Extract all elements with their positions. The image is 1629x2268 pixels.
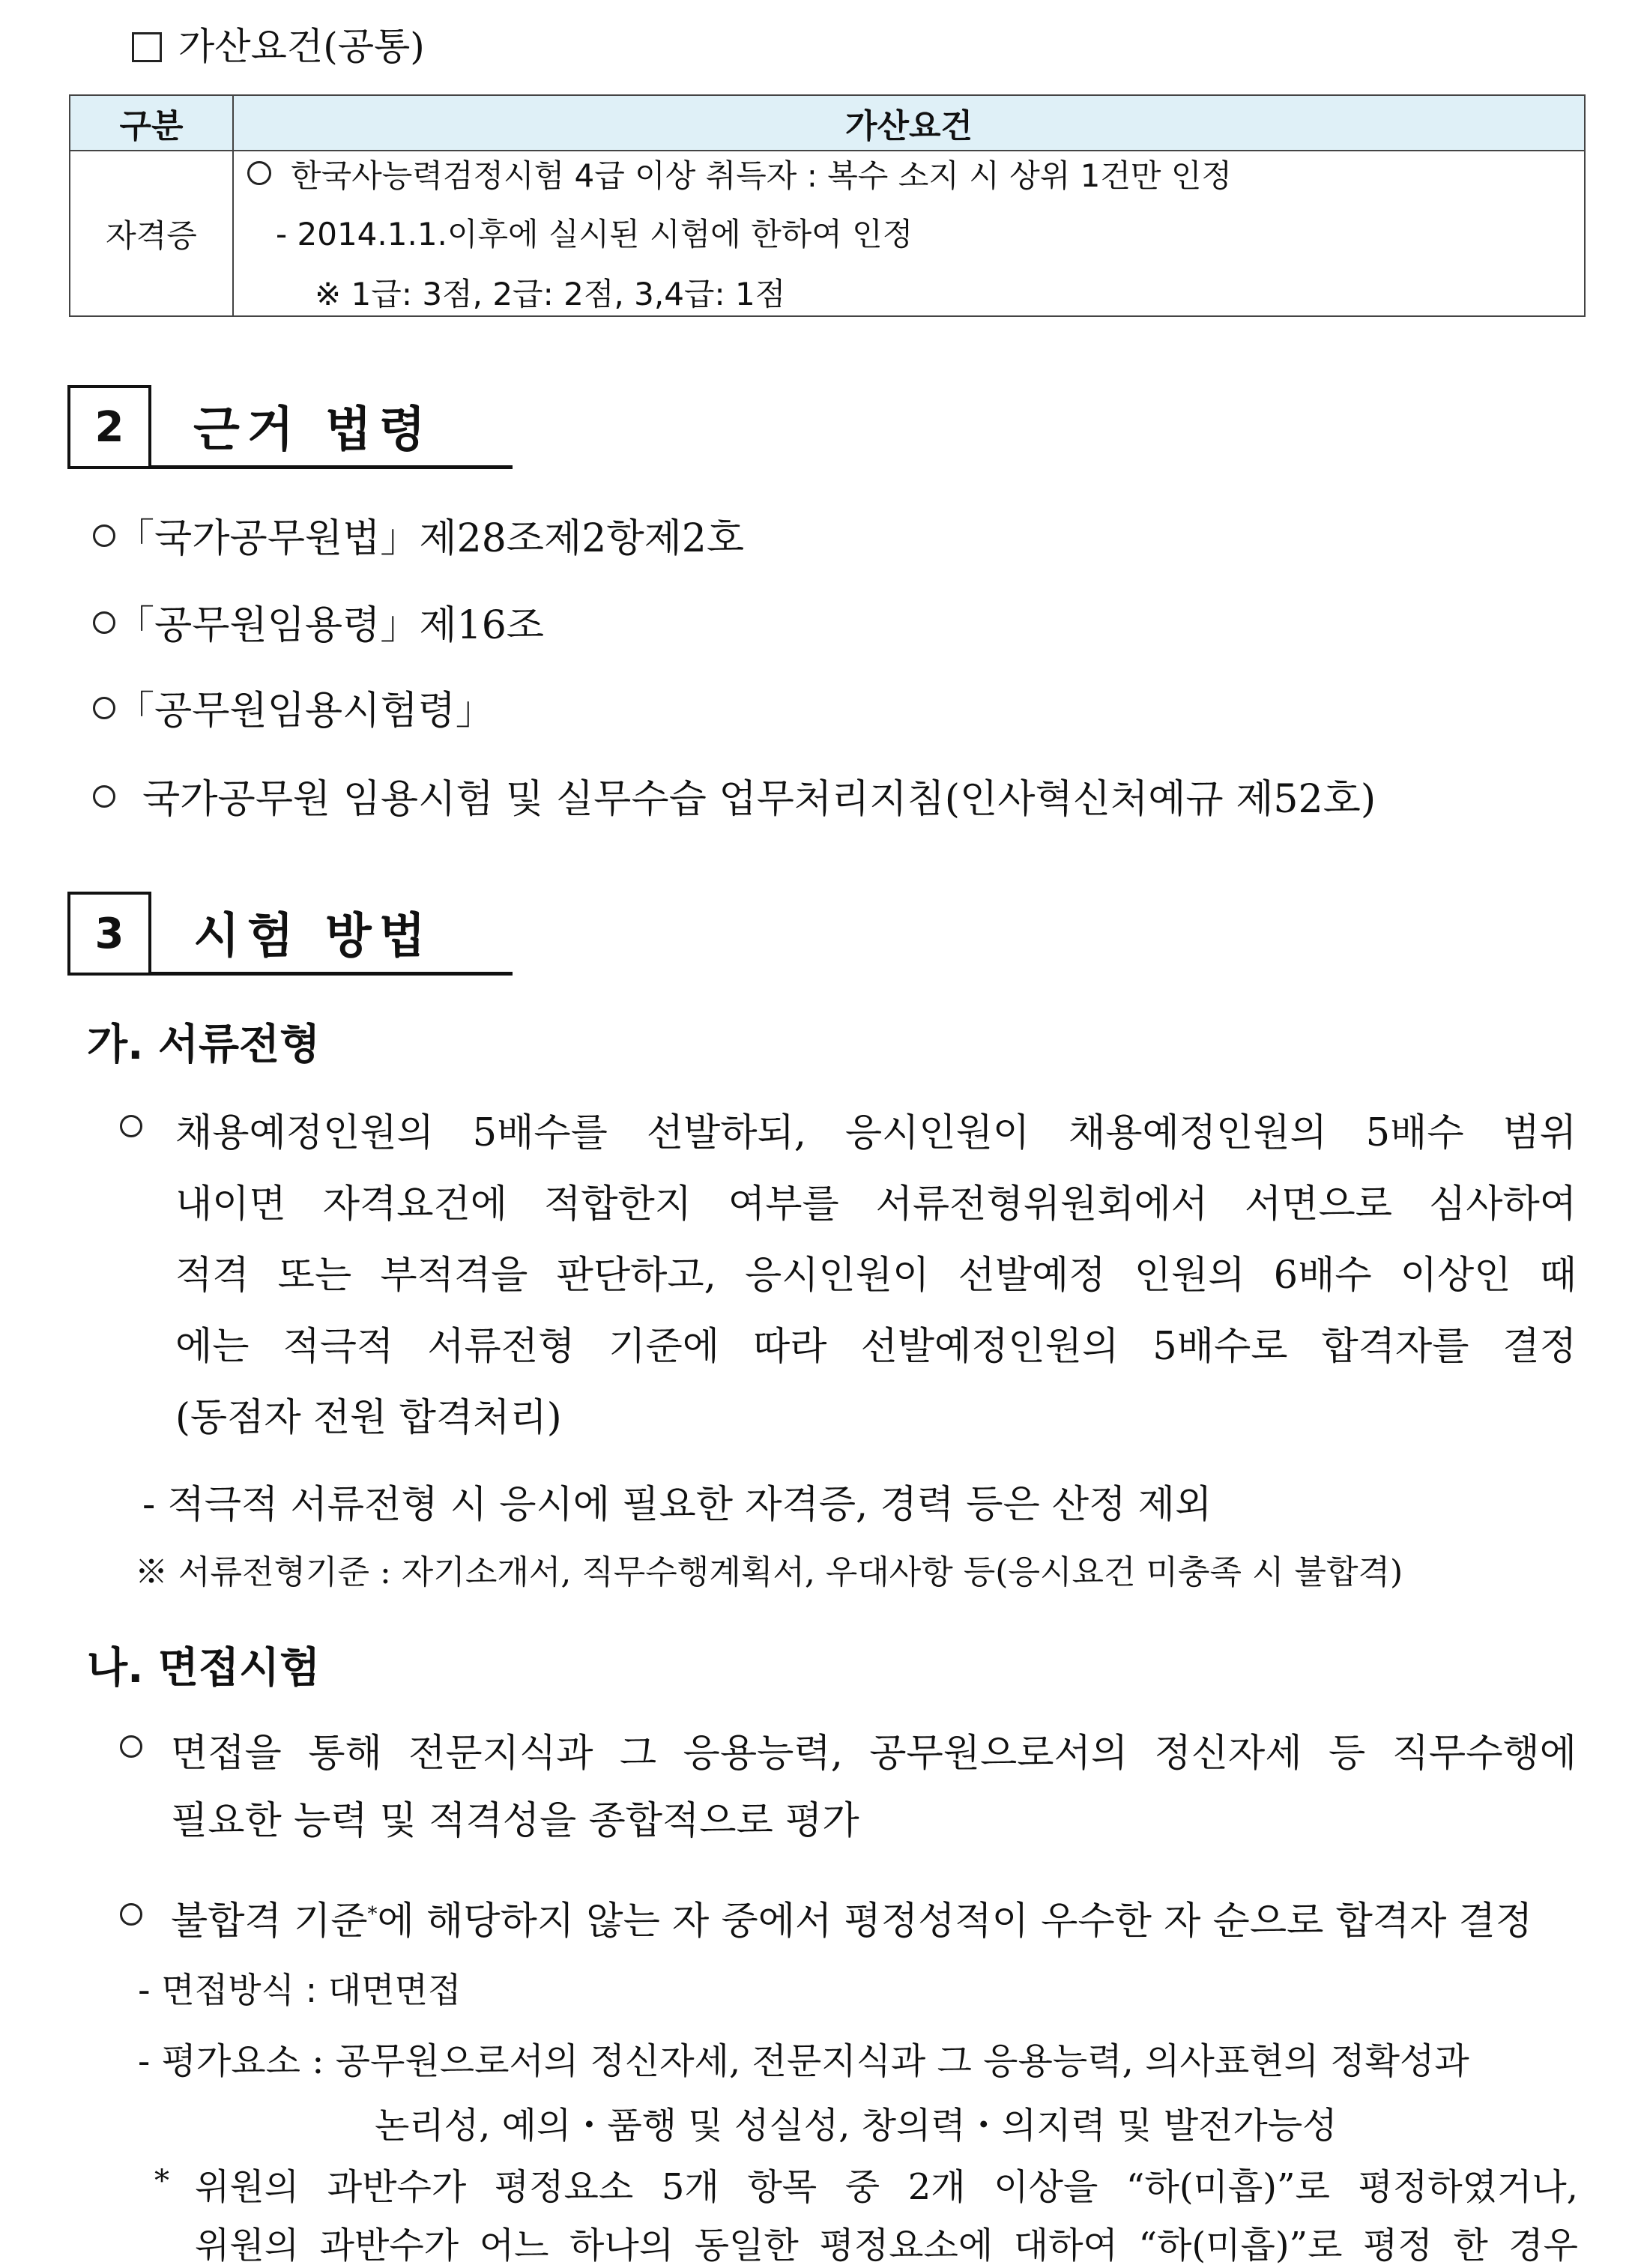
requirement-note: ※ 1급: 3점, 2급: 2점, 3,4급: 1점 (315, 276, 786, 312)
paragraph-line: (동점자 전원 합격처리) (175, 1396, 562, 1440)
section-number-box: 2 (67, 385, 151, 469)
law-text: 「국가공무원법」제28조제2항제2호 (115, 516, 745, 561)
section-title: 근거 법령 (193, 402, 433, 458)
table-header-requirement: 가산요건 (233, 95, 1585, 151)
pass-criteria-line (171, 1890, 1532, 1945)
requirement-text: 한국사능력검정시험 4급 이상 취득자 : 복수 소지 시 상위 1건만 인정 (291, 157, 1232, 194)
law-text: 국가공무원 임용시험 및 실무수습 업무처리지침(인사혁신처예규 제52호) (142, 777, 1376, 822)
paragraph-line: 에는 적극적 서류전형 기준에 따라 선발예정인원의 5배수로 합격자를 결정 (175, 1325, 1577, 1369)
footnote-line: 위원의 과반수가 평정요소 5개 항목 중 2개 이상을 “하(미흡)”로 평정하였거나, (195, 2166, 1578, 2208)
checkbox-icon (132, 32, 162, 62)
section-title: 시험 방법 (193, 909, 433, 964)
footnote-marker: * (367, 1903, 378, 1926)
bullet-ring-icon (120, 1115, 142, 1137)
caption-text: 가산요건(공통) (178, 25, 425, 68)
subsection-heading: 가. 서류전형 (87, 1020, 321, 1069)
bullet-ring-icon (93, 785, 115, 808)
table-header-category: 구분 (70, 95, 233, 151)
table-cell-requirement (233, 151, 1585, 316)
bullet-ring-icon (93, 524, 115, 547)
criteria-text: 불합격 기준 (171, 1899, 368, 1944)
table-cell-category: 자격증 (70, 151, 233, 316)
section-number-box: 3 (67, 892, 151, 976)
footnote-marker: * (154, 2164, 169, 2198)
law-item (93, 767, 1376, 823)
bullet-ring-icon (93, 611, 115, 634)
section-underline (151, 465, 513, 469)
paragraph-line: 내이면 자격요건에 적합한지 여부를 서류전형위원회에서 서면으로 심사하여 (175, 1182, 1577, 1227)
subsection-heading: 나. 면접시험 (87, 1644, 321, 1693)
exclusion-item: - 적극적 서류전형 시 응시에 필요한 자격증, 경력 등은 산정 제외 (142, 1483, 1212, 1527)
law-item (93, 593, 544, 650)
table-row (70, 151, 1585, 316)
paragraph-line: 적격 또는 부적격을 판단하고, 응시인원이 선발예정 인원의 6배수 이상인 때 (175, 1254, 1577, 1298)
evaluation-factors-cont: 논리성, 예의・품행 및 성실성, 창의력・의지력 및 발전가능성 (375, 2105, 1338, 2147)
bullet-ring-icon (93, 697, 115, 719)
law-item (93, 506, 744, 563)
criteria-text: 에 해당하지 않는 자 중에서 평정성적이 우수한 자 순으로 합격자 결정 (377, 1899, 1533, 1944)
requirement-line (247, 151, 1232, 196)
bullet-ring-icon (120, 1903, 142, 1926)
paragraph-line: 필요한 능력 및 적격성을 종합적으로 평가 (171, 1799, 859, 1843)
bullet-ring-icon (247, 161, 271, 185)
note-item: ※ 서류전형기준 : 자기소개서, 직무수행계획서, 우대사항 등(응시요건 미충족 시 불합격) (135, 1553, 1403, 1591)
bullet-ring-icon (120, 1735, 142, 1758)
interview-method: - 면접방식 : 대면면접 (138, 1970, 462, 2010)
paragraph-line: 채용예정인원의 5배수를 선발하되, 응시인원이 채용예정인원의 5배수 범위 (175, 1111, 1577, 1155)
footnote-line: 위원의 과반수가 어느 하나의 동일한 평정요소에 대하여 “하(미흡)”로 평정 한 경우 (195, 2225, 1578, 2267)
bonus-requirements-table (69, 94, 1586, 317)
law-text: 「공무원임용시험령」 (115, 689, 495, 734)
requirement-subline: - 2014.1.1.이후에 실시된 시험에 한하여 인정 (276, 216, 913, 252)
section-caption (132, 16, 425, 70)
law-item (93, 679, 495, 735)
paragraph-line: 면접을 통해 전문지식과 그 응용능력, 공무원으로서의 정신자세 등 직무수행에 (171, 1732, 1577, 1776)
law-text: 「공무원임용령」제16조 (115, 603, 545, 648)
section-underline (151, 972, 513, 976)
table-header-row (70, 95, 1585, 151)
evaluation-factors: - 평가요소 : 공무원으로서의 정신자세, 전문지식과 그 응용능력, 의사표현의 정확성과 (138, 2040, 1469, 2082)
